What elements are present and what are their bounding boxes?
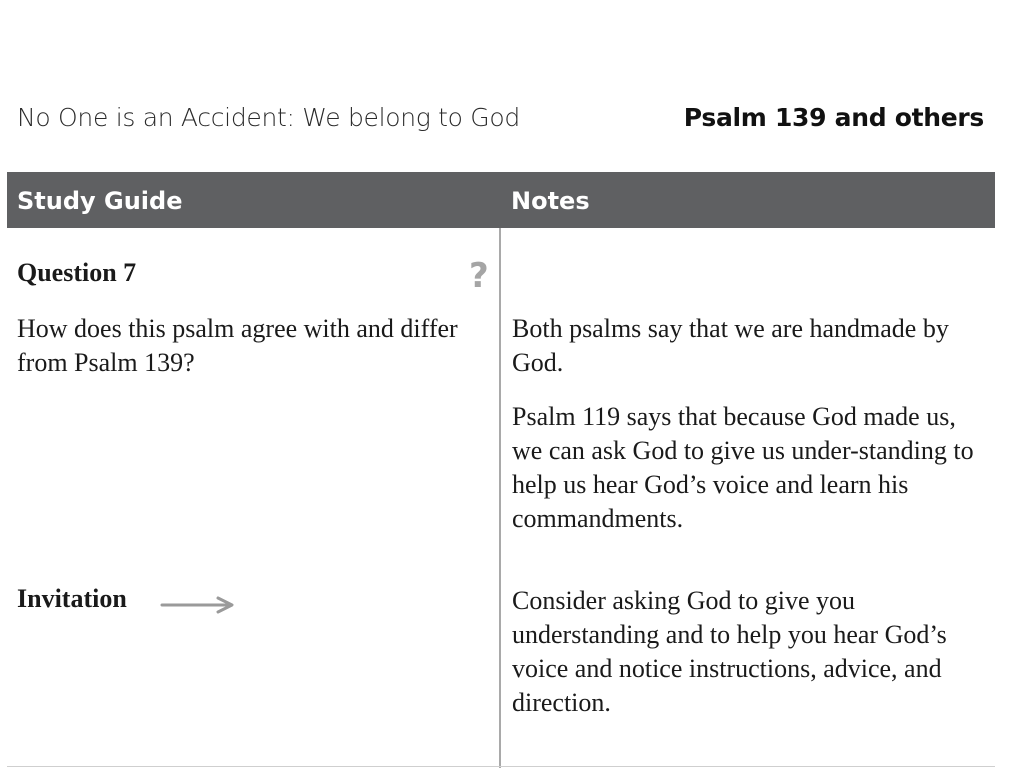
column-divider [499, 228, 501, 768]
page-title: No One is an Accident: We belong to God [17, 103, 520, 132]
header-notes: Notes [511, 187, 590, 215]
question-text: How does this psalm agree with and differ from Psalm 139? [17, 314, 458, 377]
invitation-text: Consider asking God to give you understanding and to help you hear God’s voice and notice instructions, advice, and direction. [512, 586, 947, 717]
table-bottom-border [7, 766, 995, 767]
question-mark-icon: ? [469, 256, 489, 296]
note-paragraph-2: Psalm 119 says that because God made us, we can ask God to give us under-standing to help us hear God’s voice and learn his commandments. [512, 402, 974, 533]
header-study-guide: Study Guide [17, 187, 183, 215]
scripture-reference: Psalm 139 and others [683, 103, 984, 132]
table-header [7, 172, 995, 228]
question-label: Question 7 [17, 258, 137, 287]
right-arrow-icon [160, 595, 236, 615]
note-paragraph-1: Both psalms say that we are handmade by God. [512, 314, 949, 377]
invitation-label: Invitation [17, 584, 127, 613]
